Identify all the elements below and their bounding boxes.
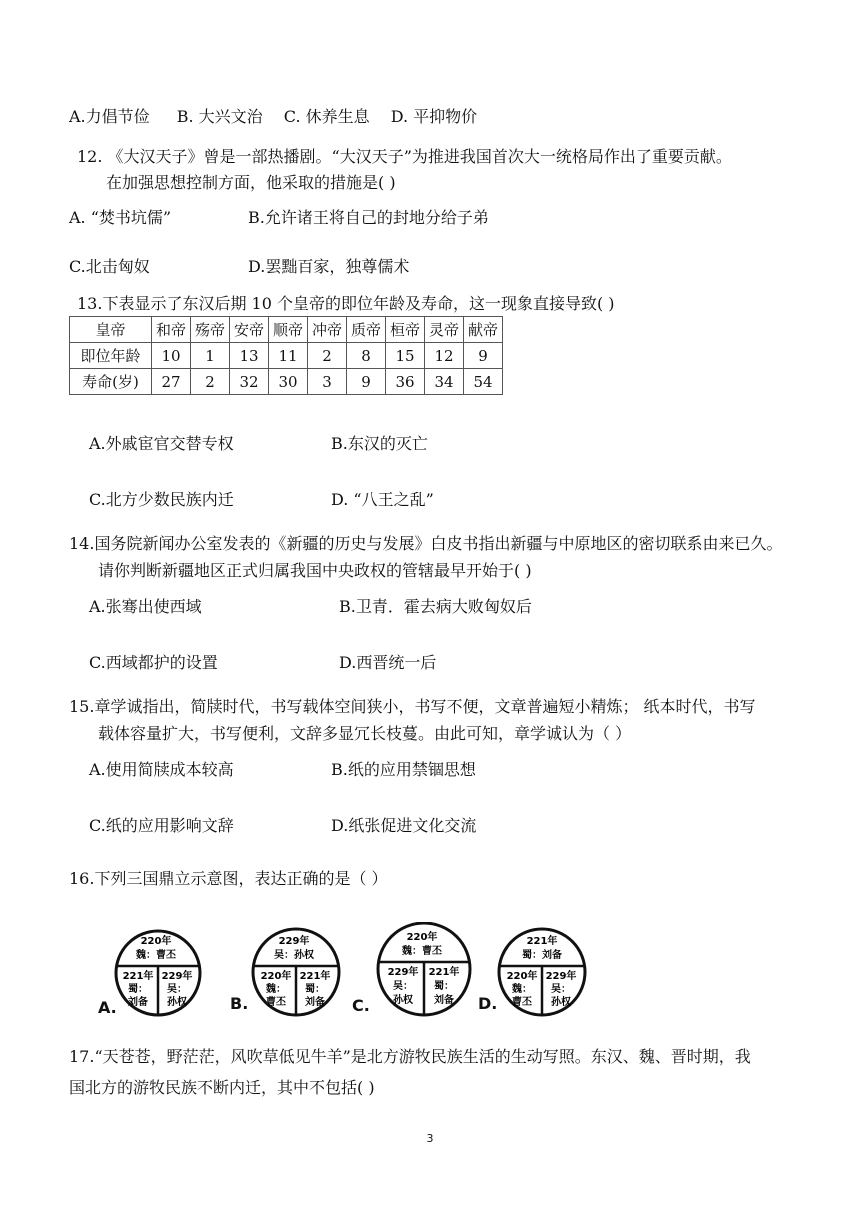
table-cell: 36 (386, 369, 425, 395)
table-row (70, 343, 503, 369)
q14-option-c: C.西域都护的设置 (89, 653, 218, 672)
left-sector-year: 220年 (260, 971, 292, 982)
table-row (70, 369, 503, 395)
table-cell: 寿命(岁) (70, 369, 152, 395)
left-sector-ruler: 孙权 (393, 995, 413, 1006)
table-header-cell: 灵帝 (425, 317, 464, 343)
q17-stem-line2: 国北方的游牧民族不断内迁，其中不包括( ) (69, 1078, 375, 1097)
right-sector-kingdom: 吴： (551, 984, 571, 995)
three-kingdoms-diagram-a (98, 928, 218, 1018)
left-sector-ruler: 曹丕 (512, 997, 532, 1008)
left-sector-ruler: 曹丕 (266, 997, 286, 1008)
right-sector-year: 229年 (161, 971, 193, 982)
left-sector-ruler: 刘备 (128, 997, 148, 1008)
q12-option-c: C.北击匈奴 (69, 257, 150, 276)
q15-option-a: A.使用简牍成本较高 (89, 760, 234, 779)
top-sector-kingdom: 魏：曹丕 (402, 946, 442, 957)
table-header-cell: 安帝 (230, 317, 269, 343)
left-sector-year: 220年 (506, 971, 538, 982)
table-cell: 30 (269, 369, 308, 395)
top-sector-kingdom: 蜀：刘备 (522, 950, 562, 961)
q15-option-d: D.纸张促进文化交流 (331, 816, 477, 835)
right-sector-ruler: 刘备 (305, 997, 325, 1008)
q14-stem-line1: 14.国务院新闻办公室发表的《新疆的历史与发展》白皮书指出新疆与中原地区的密切联系由来已久。 (69, 534, 783, 553)
left-sector-kingdom: 魏： (512, 984, 532, 995)
diagram-label: A. (98, 998, 117, 1017)
table-header-cell: 质帝 (347, 317, 386, 343)
top-sector-year: 220年 (140, 936, 172, 947)
q15-option-c: C.纸的应用影响文辞 (89, 816, 234, 835)
right-sector-ruler: 孙权 (551, 997, 571, 1008)
right-sector-kingdom: 蜀： (305, 984, 325, 995)
left-sector-year: 229年 (387, 967, 419, 978)
q12-stem-line1: 12. 《大汉天子》曾是一部热播剧。“大汉天子”为推进我国首次大一统格局作出了重要贡献。 (77, 147, 732, 166)
table-cell: 2 (191, 369, 230, 395)
q14-stem-line2: 请你判断新疆地区正式归属我国中央政权的管辖最早开始于( ) (98, 561, 532, 580)
top-sector-year: 221年 (526, 936, 558, 947)
table-header-cell: 桓帝 (386, 317, 425, 343)
q13-emperor-table (69, 316, 503, 395)
table-cell: 11 (269, 343, 308, 369)
table-cell: 2 (308, 343, 347, 369)
table-cell: 27 (152, 369, 191, 395)
q12-option-a: A. “焚书坑儒” (69, 208, 172, 227)
q12-option-b: B.允许诸王将自己的封地分给子弟 (248, 208, 489, 227)
table-cell: 9 (347, 369, 386, 395)
q13-option-b: B.东汉的灭亡 (331, 434, 428, 453)
top-sector-kingdom: 吴：孙权 (274, 950, 314, 961)
table-cell: 54 (464, 369, 503, 395)
right-sector-kingdom: 吴： (167, 984, 187, 995)
table-header-cell: 献帝 (464, 317, 503, 343)
q11-option-c: C. 休养生息 (283, 107, 370, 126)
right-sector-year: 221年 (428, 967, 460, 978)
table-cell: 3 (308, 369, 347, 395)
three-kingdoms-diagram-b (230, 926, 350, 1018)
table-header-cell: 冲帝 (308, 317, 347, 343)
q11-option-d: D. 平抑物价 (390, 107, 478, 126)
pie-diagram-icon (352, 922, 482, 1020)
table-header-cell: 和帝 (152, 317, 191, 343)
table-cell: 10 (152, 343, 191, 369)
q17-stem-line1: 17.“天苍苍，野茫茫，风吹草低见牛羊”是北方游牧民族生活的生动写照。东汉、魏、晋时期，我 (69, 1047, 751, 1066)
q13-option-a: A.外戚宦官交替专权 (89, 434, 234, 453)
table-header-cell: 殇帝 (191, 317, 230, 343)
left-sector-kingdom: 魏： (266, 984, 286, 995)
q14-option-d: D.西晋统一后 (339, 653, 437, 672)
right-sector-ruler: 刘备 (434, 995, 454, 1006)
left-sector-year: 221年 (122, 971, 154, 982)
q14-option-b: B.卫青．霍去病大败匈奴后 (339, 597, 532, 616)
q13-option-d: D. “八王之乱” (331, 490, 434, 509)
table-cell: 13 (230, 343, 269, 369)
table-cell: 9 (464, 343, 503, 369)
q14-option-a: A.张骞出使西域 (89, 597, 202, 616)
table-header-row (70, 317, 503, 343)
diagram-label: D. (478, 994, 498, 1013)
table-cell: 即位年龄 (70, 343, 152, 369)
three-kingdoms-diagram-c (352, 922, 482, 1020)
q15-stem-line2: 载体容量扩大，书写便利，文辞多显冗长枝蔓。由此可知，章学诚认为（ ） (98, 724, 632, 743)
left-sector-kingdom: 蜀： (128, 984, 148, 995)
three-kingdoms-diagram-d (478, 926, 608, 1018)
table-header-cell: 皇帝 (70, 317, 152, 343)
table-cell: 15 (386, 343, 425, 369)
q16-stem: 16.下列三国鼎立示意图，表达正确的是（ ） (69, 869, 388, 888)
q12-option-d: D.罢黜百家，独尊儒术 (248, 257, 410, 276)
q11-option-b: B. 大兴文治 (176, 107, 263, 126)
pie-diagram-icon (478, 926, 608, 1018)
q13-option-c: C.北方少数民族内迁 (89, 490, 234, 509)
table-header-cell: 顺帝 (269, 317, 308, 343)
top-sector-year: 229年 (278, 936, 310, 947)
top-sector-year: 220年 (406, 932, 438, 943)
top-sector-kingdom: 魏：曹丕 (136, 950, 176, 961)
table-cell: 12 (425, 343, 464, 369)
left-sector-kingdom: 吴： (393, 981, 413, 992)
q15-stem-line1: 15.章学诚指出，简牍时代，书写载体空间狭小，书写不便，文章普遍短小精炼； 纸本时代，书写 (69, 697, 756, 716)
diagram-label: B. (230, 994, 249, 1013)
diagram-label: C. (352, 996, 370, 1015)
q12-stem-line2: 在加强思想控制方面，他采取的措施是( ) (106, 173, 396, 192)
right-sector-year: 229年 (545, 971, 577, 982)
q15-option-b: B.纸的应用禁锢思想 (331, 760, 476, 779)
table-cell: 1 (191, 343, 230, 369)
q13-stem: 13.下表显示了东汉后期 10 个皇帝的即位年龄及寿命，这一现象直接导致( ) (77, 294, 615, 313)
table-cell: 8 (347, 343, 386, 369)
page-number: 3 (426, 1132, 434, 1145)
right-sector-kingdom: 蜀： (434, 981, 454, 992)
table-cell: 32 (230, 369, 269, 395)
q11-options (69, 106, 477, 128)
right-sector-ruler: 孙权 (167, 997, 187, 1008)
q11-option-a: A.力倡节俭 (69, 107, 150, 126)
right-sector-year: 221年 (299, 971, 331, 982)
table-cell: 34 (425, 369, 464, 395)
